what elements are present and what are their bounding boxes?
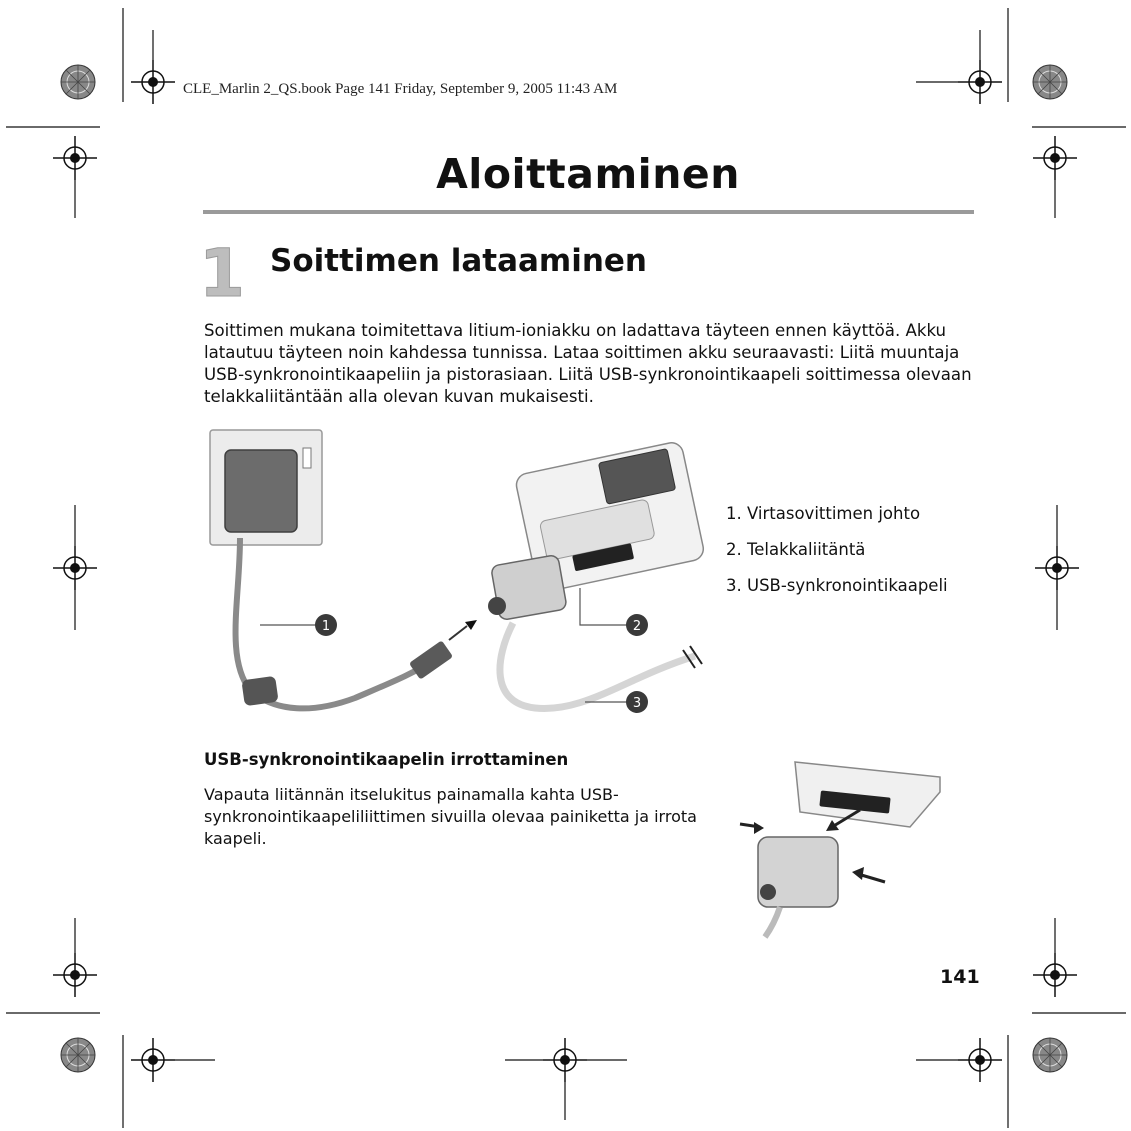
svg-text:3: 3: [632, 696, 642, 711]
usb-cable: [500, 623, 695, 708]
section-title: Soittimen lataaminen: [270, 243, 647, 279]
legend-item-2: 2. Telakkaliitäntä: [726, 540, 866, 559]
page-number: 141: [940, 966, 980, 988]
subsection-title: USB-synkronointikaapelin irrottaminen: [204, 750, 569, 769]
svg-text:2: 2: [632, 619, 642, 634]
dc-jack: [760, 884, 776, 900]
charging-illustration: [205, 428, 710, 723]
svg-text:1: 1: [321, 619, 331, 634]
page-title: Aloittaminen: [436, 150, 740, 198]
power-adapter: [225, 450, 297, 532]
detach-illustration: [740, 752, 950, 937]
outlet-slot: [303, 448, 311, 468]
player-bottom: [795, 762, 940, 827]
usb-cable: [765, 907, 780, 937]
color-bar-top-left: [61, 65, 95, 99]
subsection-text: Vapauta liitännän itselukitus painamalla kahta USB-synkronointikaapeliliittimen sivuilla olevaa painiketta ja irrota kaapeli.: [204, 785, 697, 848]
title-rule: [203, 210, 974, 214]
print-header: CLE_Marlin 2_QS.book Page 141 Friday, September 9, 2005 11:43 AM: [183, 81, 618, 97]
figure-legend: [726, 503, 948, 611]
step-number-graphic: [199, 235, 245, 312]
plug-arrow: [449, 626, 467, 640]
legend-item-3: 3. USB-synkronointikaapeli: [726, 576, 948, 595]
intro-paragraph: Soittimen mukana toimitettava litium-ioniakku on ladattava täyteen ennen käyttöä. Akku latautuu täyteen noin kahdessa tunnissa. Lataa soittimen akku seuraavasti: Liitä muuntaja USB-synkronointikaapeliin ja pistorasiaan. Liitä USB-synkronointikaapeli soittimessa olevaan telakkaliitäntään alla olevan kuvan mukaisesti.: [204, 321, 972, 406]
color-bar-top-right: [1033, 65, 1067, 99]
color-bar-bottom-right: [1033, 1038, 1067, 1072]
color-bar-bottom-left: [61, 1038, 95, 1072]
step-number: 1: [199, 235, 245, 312]
ferrite-core: [241, 676, 278, 706]
legend-item-1: 1. Virtasovittimen johto: [726, 504, 921, 523]
dc-jack: [488, 597, 506, 615]
